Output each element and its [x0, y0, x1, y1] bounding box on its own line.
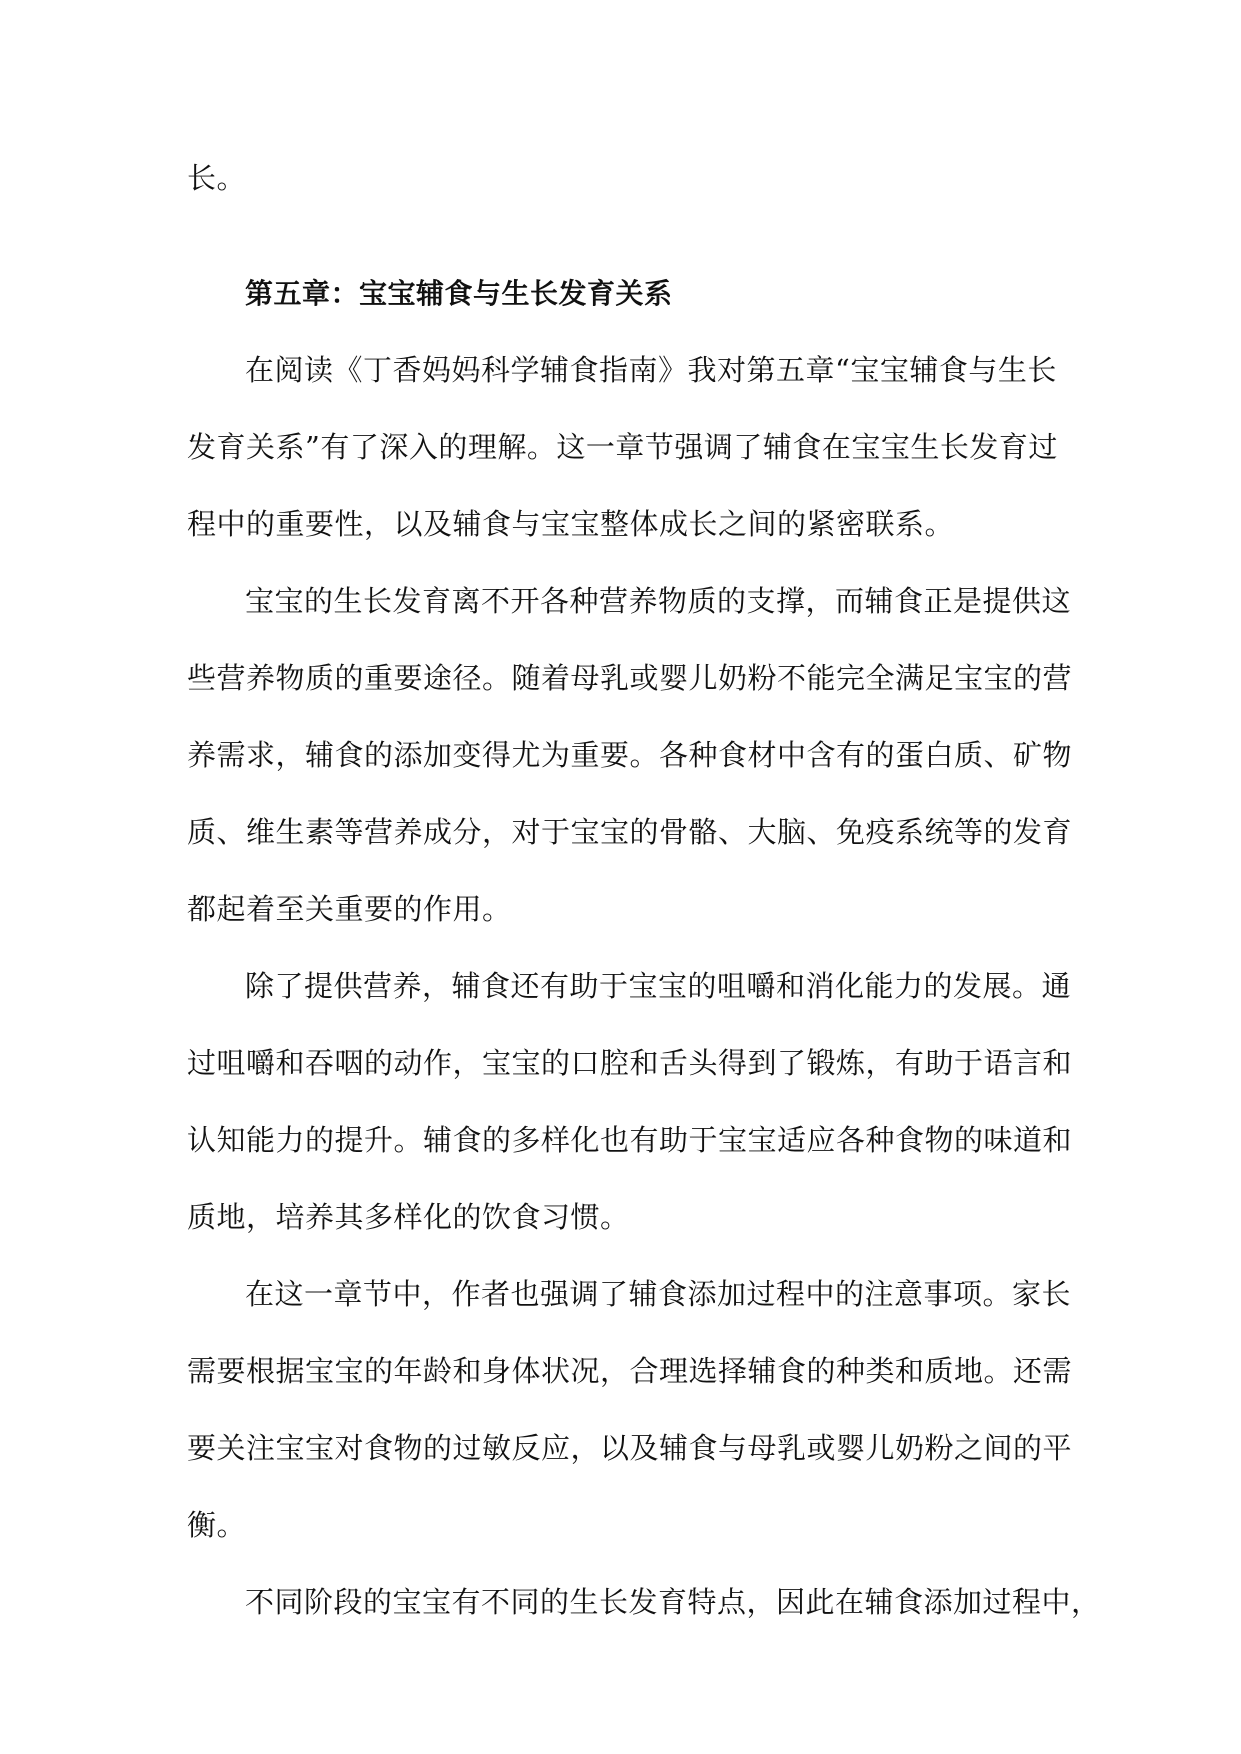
text-line: 需要根据宝宝的年龄和身体状况，合理选择辅食的种类和质地。还需 — [187, 1354, 1073, 1388]
text-line: 些营养物质的重要途径。随着母乳或婴儿奶粉不能完全满足宝宝的营 — [187, 661, 1073, 695]
text-line: 长。 — [187, 161, 247, 195]
text-line: 过咀嚼和吞咽的动作，宝宝的口腔和舌头得到了锻炼，有助于语言和 — [187, 1046, 1073, 1080]
text-line: 质、维生素等营养成分，对于宝宝的骨骼、大脑、免疫系统等的发育 — [187, 815, 1073, 849]
paragraph-2 — [187, 563, 1073, 948]
text-line: 要关注宝宝对食物的过敏反应，以及辅食与母乳或婴儿奶粉之间的平 — [187, 1431, 1073, 1465]
paragraph-3 — [187, 948, 1073, 1256]
document-body — [187, 140, 1101, 1641]
text-line: 宝宝的生长发育离不开各种营养物质的支撑，而辅食正是提供这 — [245, 584, 1072, 618]
text-line: 衡。 — [187, 1508, 247, 1542]
text-line: 认知能力的提升。辅食的多样化也有助于宝宝适应各种食物的味道和 — [187, 1123, 1073, 1157]
chapter-heading: 第五章：宝宝辅食与生长发育关系 — [245, 277, 673, 310]
text-line: 程中的重要性，以及辅食与宝宝整体成长之间的紧密联系。 — [187, 507, 955, 541]
text-line: 除了提供营养，辅食还有助于宝宝的咀嚼和消化能力的发展。通 — [245, 969, 1072, 1003]
text-line: 养需求，辅食的添加变得尤为重要。各种食材中含有的蛋白质、矿物 — [187, 738, 1073, 772]
text-line: 在这一章节中，作者也强调了辅食添加过程中的注意事项。家长 — [245, 1277, 1072, 1311]
text-line: 都起着至关重要的作用。 — [187, 892, 512, 926]
text-line: 在阅读《丁香妈妈科学辅食指南》我对第五章“宝宝辅食与生长 — [245, 353, 1057, 387]
paragraph-gap — [187, 217, 1053, 255]
paragraph-4 — [187, 1256, 1073, 1564]
text-line: 发育关系”有了深入的理解。这一章节强调了辅食在宝宝生长发育过 — [187, 430, 1058, 464]
paragraph-5 — [187, 1564, 1101, 1641]
text-line: 质地，培养其多样化的饮食习惯。 — [187, 1200, 630, 1234]
paragraph-1 — [187, 332, 1058, 563]
text-line: 不同阶段的宝宝有不同的生长发育特点，因此在辅食添加过程中， — [245, 1585, 1101, 1619]
